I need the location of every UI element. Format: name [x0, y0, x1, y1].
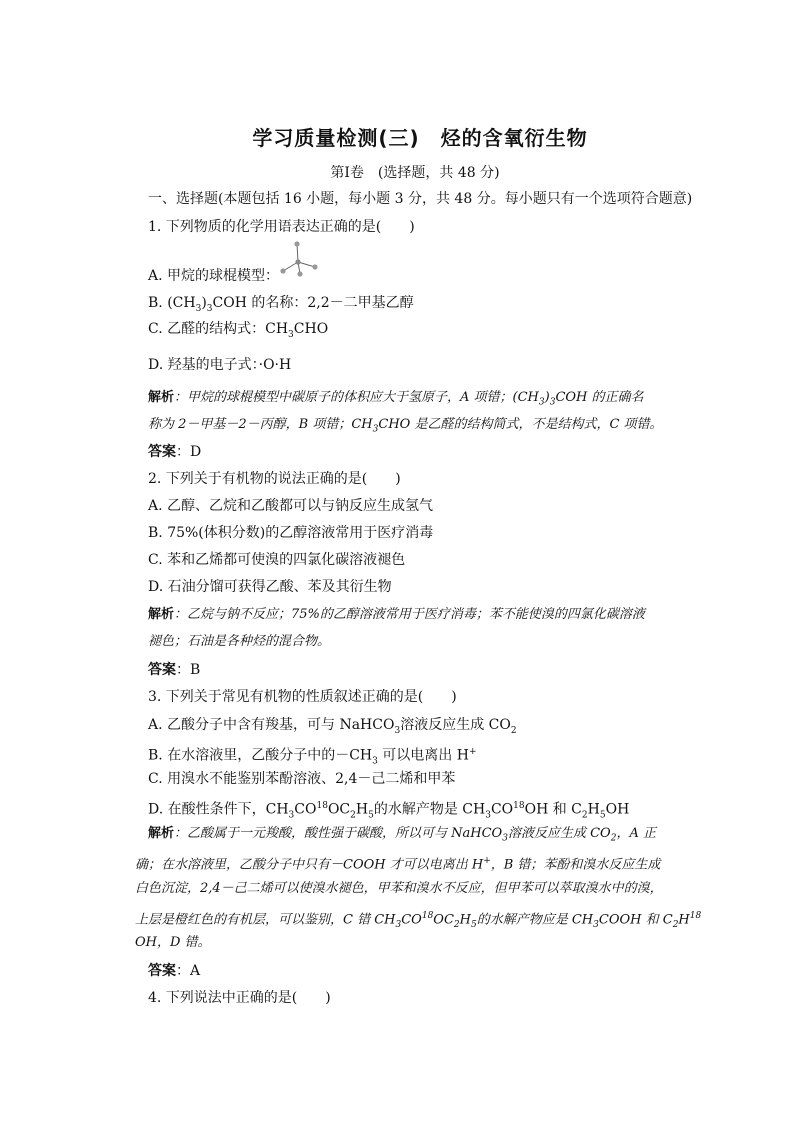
q1-stem: 1. 下列物质的化学用语表达正确的是( ): [148, 219, 415, 235]
q3-option-c: C. 用溴水不能鉴别苯酚溶液、2,4－己二烯和甲苯: [148, 771, 456, 787]
q2-option-b: B. 75%(体积分数)的乙醇溶液常用于医疗消毒: [148, 525, 434, 541]
q1-option-c: C. 乙醛的结构式：$CH_3CHO$: [148, 321, 329, 340]
q3-option-d: D. 在酸性条件下，$CH_3CO^{18}OC_2H_5$的水解产物是 $CH_3CO^{18}OH$ 和 $C_2H_5OH$: [148, 801, 630, 821]
q1-option-b: B. $(CH_3)_3COH$ 的名称：2,2－二甲基乙醇: [148, 295, 414, 314]
q2-stem: 2. 下列关于有机物的说法正确的是( ): [148, 471, 401, 487]
q2-explanation-line-1: 解析：乙烷与钠不反应；75%的乙醇溶液常用于医疗消毒；苯不能使溴的四氯化碳溶液: [148, 607, 645, 622]
q3-option-b: B. 在水溶液里，乙酸分子中的$-CH_3$ 可以电离出 H+: [148, 747, 477, 767]
q3-explanation-line-1: 解析：乙酸属于一元羧酸，酸性强于碳酸，所以可与 NaHCO$_3$溶液反应生成 $CO_2$，A 正: [148, 826, 656, 844]
q2-answer: 答案：B: [148, 662, 201, 678]
q3-explanation-line-2: 确；在水溶液里，乙酸分子中只有－COOH 才可以电离出 H+，B 错；苯酚和溴水反应生成: [135, 856, 661, 873]
q3-explanation-line-3: 白色沉淀，2,4－己二烯可以使溴水褪色，甲苯和溴水不反应，但甲苯可以萃取溴水中的溴，: [135, 881, 663, 896]
q2-explanation-line-2: 褪色；石油是各种烃的混合物。: [148, 634, 331, 649]
q1-explanation-line-1: 解析：甲烷的球棍模型中碳原子的体积应大于氢原子，A 项错；$(CH_3)_3COH$ 的正确名: [148, 390, 644, 408]
q2-option-a: A. 乙醇、乙烷和乙酸都可以与钠反应生成氢气: [148, 498, 434, 514]
q1-option-a: A. 甲烷的球棍模型：: [148, 268, 280, 284]
q1-explanation-line-2: 称为 2－甲基－2－丙醇，B 项错；$CH_3CHO$ 是乙醛的结构简式，不是结构式，C 项错。: [148, 417, 663, 435]
q3-explanation-line-5: OH，D 错。: [135, 935, 211, 950]
q3-answer: 答案：A: [148, 963, 201, 979]
q2-option-c: C. 苯和乙烯都可使溴的四氯化碳溶液褪色: [148, 552, 406, 568]
q3-stem: 3. 下列关于常见有机物的性质叙述正确的是( ): [148, 689, 457, 705]
page-title: 学习质量检测(三) 烃的含氧衍生物: [252, 126, 588, 150]
q1-option-d: D. 羟基的电子式：·O·H: [148, 357, 292, 373]
q3-explanation-line-4: 上层是橙红色的有机层，可以鉴别，C 错 $CH_3CO^{18}OC_2H_5$的水解产物应是 $CH_3COOH$ 和 $C_2H^{18}$: [135, 911, 702, 930]
q4-stem: 4. 下列说法中正确的是( ): [148, 990, 331, 1006]
q2-option-d: D. 石油分馏可获得乙酸、苯及其衍生物: [148, 579, 392, 595]
q3-option-a: A. 乙酸分子中含有羧基，可与 NaHCO$_3$溶液反应生成 $CO_2$: [148, 717, 517, 736]
page-subtitle: 第Ⅰ卷 (选择题，共 48 分): [330, 165, 500, 181]
methane-ball-stick-model: [278, 240, 322, 278]
q1-answer: 答案：D: [148, 444, 202, 460]
section-heading: 一、选择题(本题包括 16 小题，每小题 3 分，共 48 分。每小题只有一个选项符合题意): [148, 191, 693, 207]
